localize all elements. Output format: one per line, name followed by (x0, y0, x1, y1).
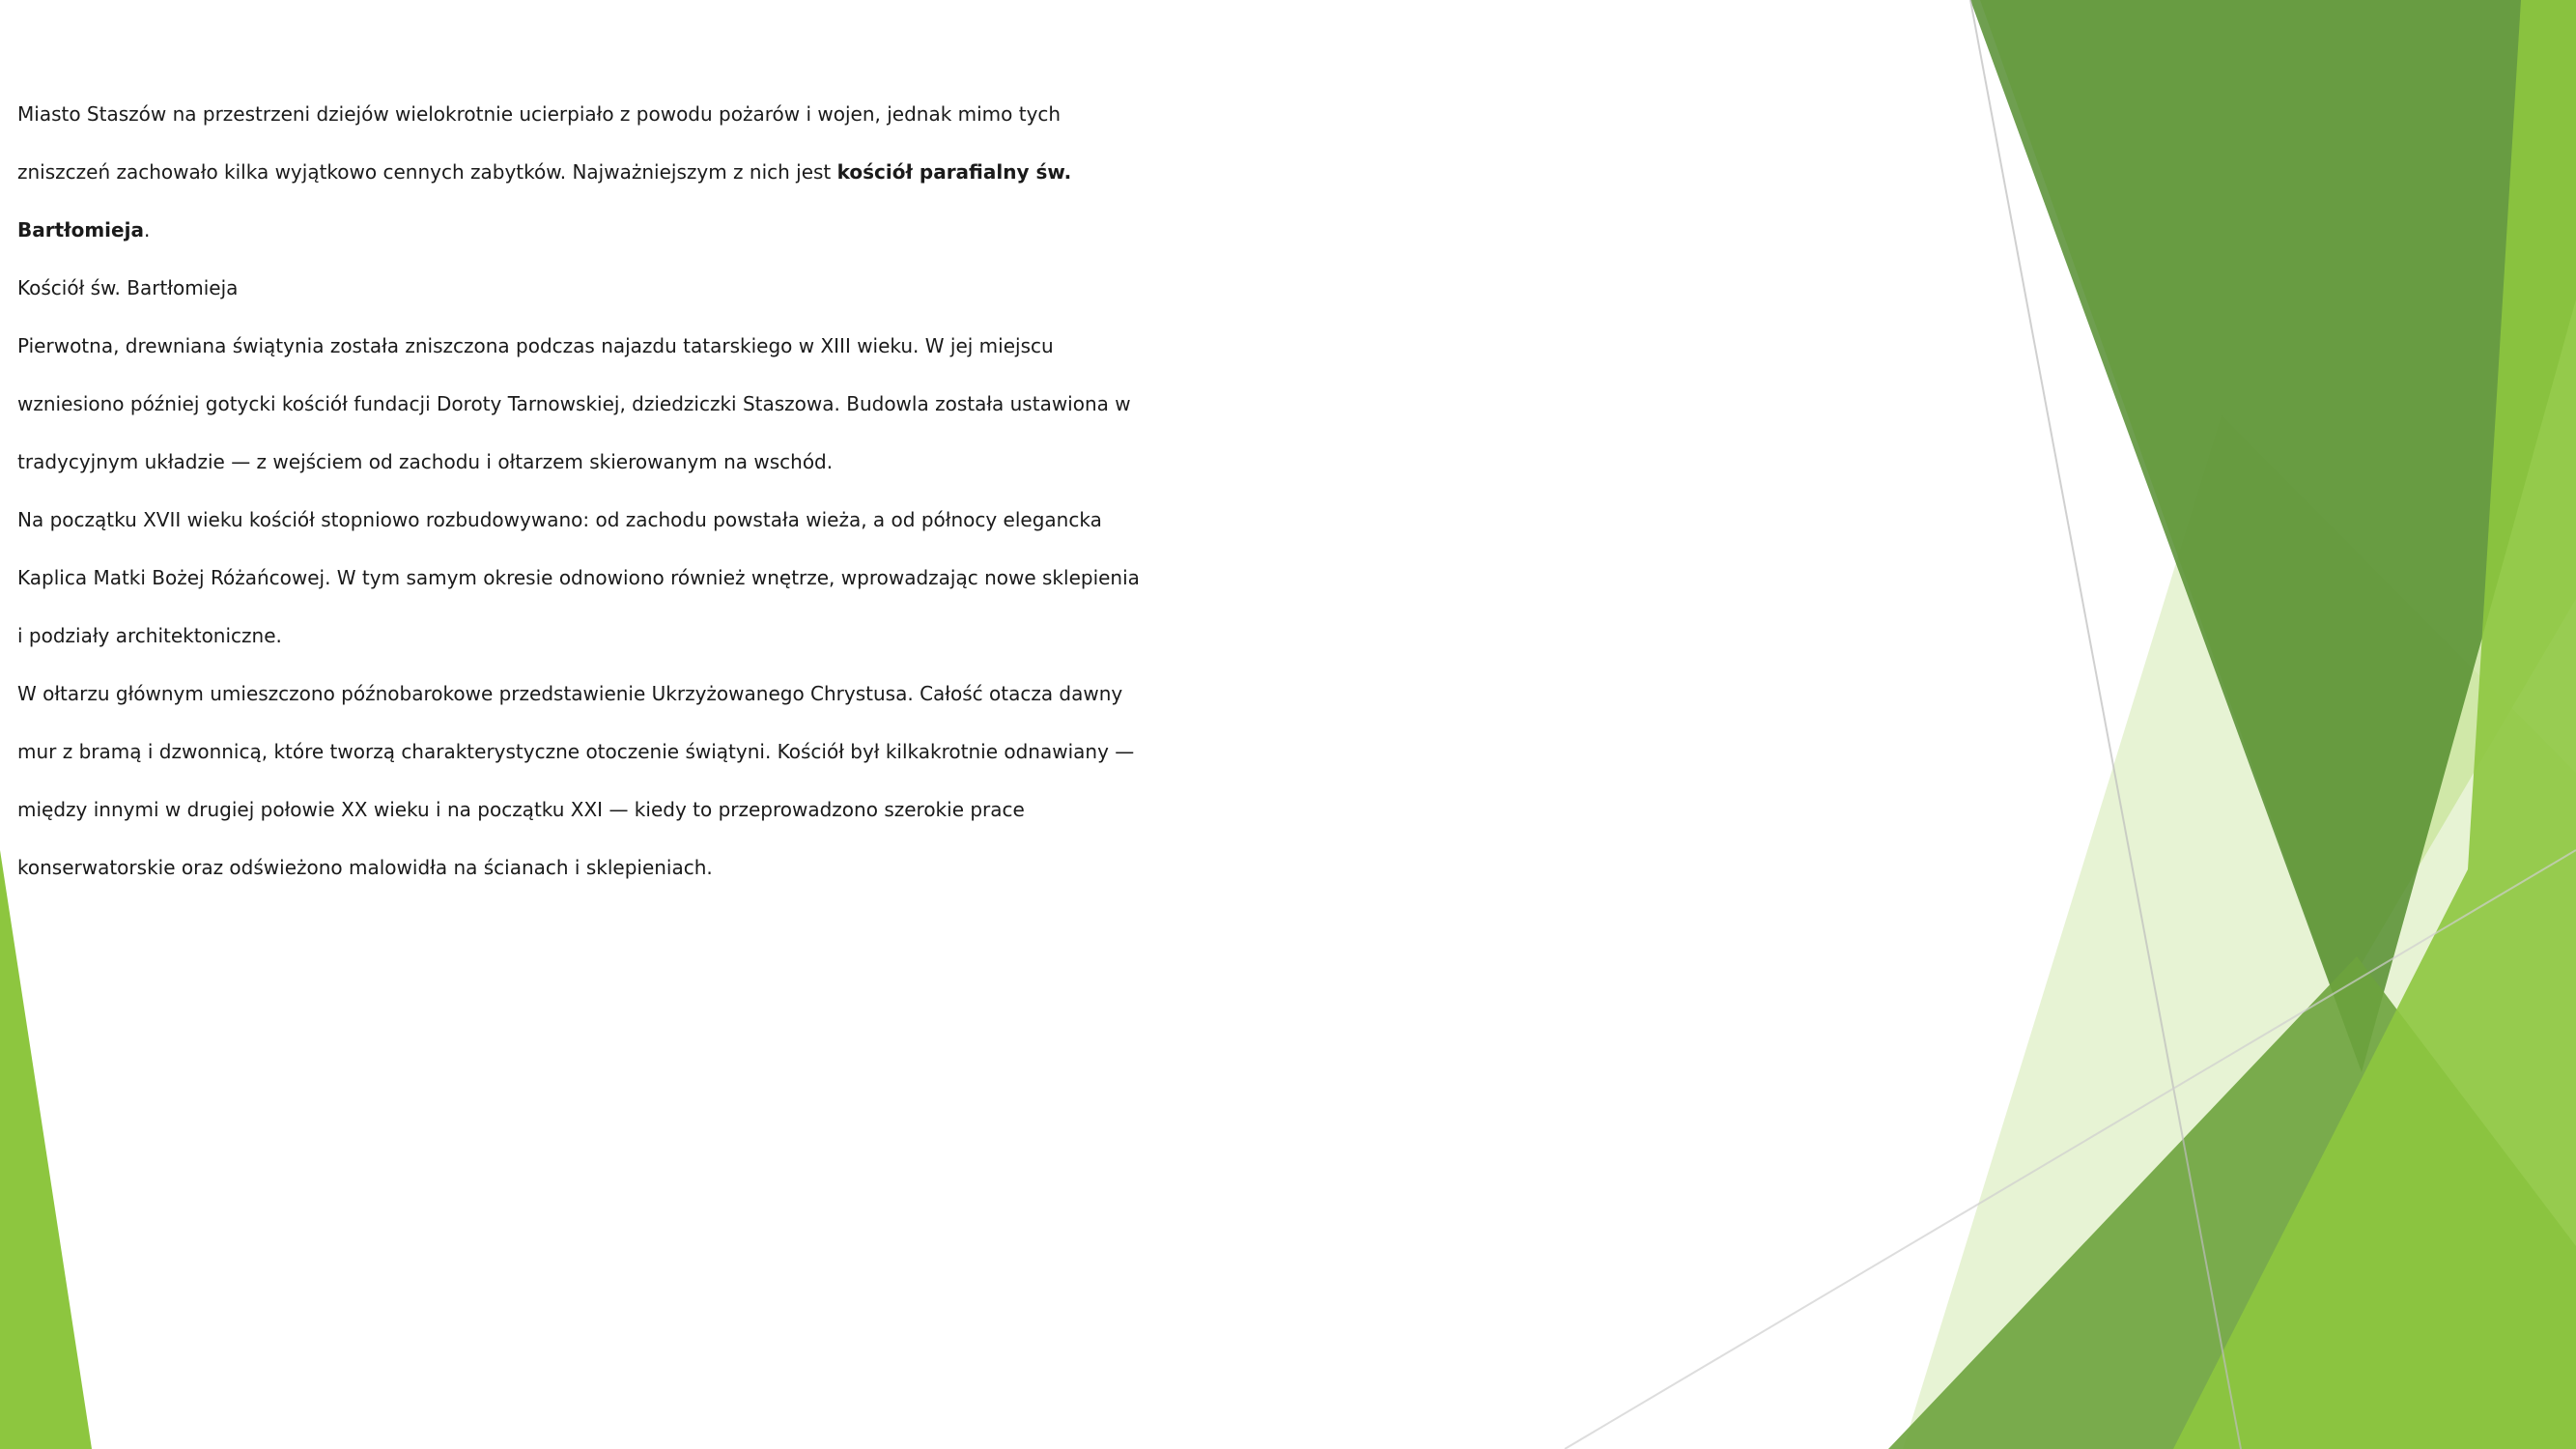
text-line: W ołtarzu głównym umieszczono późnobarokowe przedstawienie Ukrzyżowanego Chrystusa. Całość otacza dawny (17, 682, 1123, 705)
text-line: wzniesiono później gotycki kościół fundacji Doroty Tarnowskiej, dziedziczki Staszowa. Budowla została ustawiona w (17, 392, 1131, 415)
text-line: zniszczeń zachowało kilka wyjątkowo cennych zabytków. Najważniejszym z nich jest kościół parafialny św. (17, 160, 1072, 184)
text-line: Kaplica Matki Bożej Różańcowej. W tym samym okresie odnowiono również wnętrze, wprowadzając nowe sklepienia (17, 566, 1140, 589)
text-line: między innymi w drugiej połowie XX wieku i na początku XXI — kiedy to przeprowadzono szerokie prace (17, 798, 1025, 821)
left-green-sliver (0, 850, 92, 1449)
text-line: Pierwotna, drewniana świątynia została zniszczona podczas najazdu tatarskiego w XIII wieku. W jej miejscu (17, 334, 1054, 357)
text-line: i podziały architektoniczne. (17, 624, 282, 647)
slide-text-body (17, 85, 2548, 896)
text-line: Miasto Staszów na przestrzeni dziejów wielokrotnie ucierpiało z powodu pożarów i wojen, jednak mimo tych (17, 102, 1062, 126)
text-line: tradycyjnym układzie — z wejściem od zachodu i ołtarzem skierowanym na wschód. (17, 450, 834, 473)
section-heading: Kościół św. Bartłomieja (17, 276, 239, 299)
bold-church-name: Bartłomieja (17, 218, 144, 242)
text-line: Bartłomieja. (17, 218, 151, 242)
text-line: mur z bramą i dzwonnicą, które tworzą charakterystyczne otoczenie świątyni. Kościół był kilkakrotnie odnawiany — (17, 740, 1135, 763)
text-line: konserwatorskie oraz odświeżono malowidła na ścianach i sklepieniach. (17, 856, 713, 879)
text-line: Na początku XVII wieku kościół stopniowo rozbudowywano: od zachodu powstała wieża, a od północy elegancka (17, 508, 1102, 531)
bold-church-name: kościół parafialny św. (836, 160, 1072, 184)
